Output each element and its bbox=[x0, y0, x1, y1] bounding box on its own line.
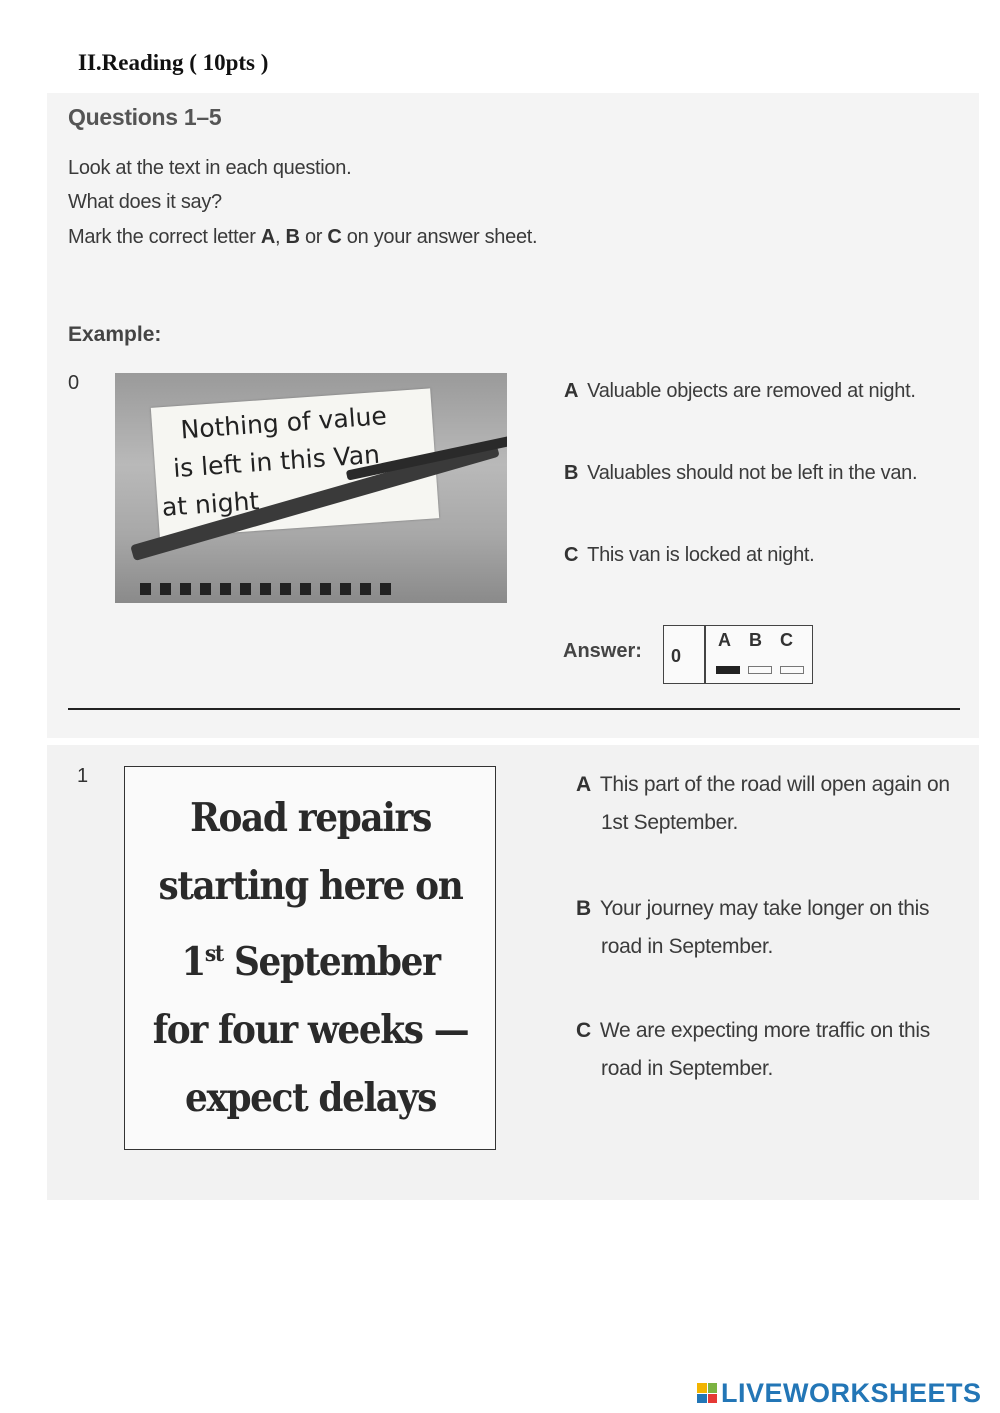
instruction-line-3: Mark the correct letter A, B or C on your answer sheet. bbox=[68, 226, 538, 248]
divider-rule bbox=[68, 708, 960, 710]
example-number: 0 bbox=[68, 372, 80, 394]
example-option-b[interactable]: B Valuables should not be left in the van. bbox=[564, 462, 918, 484]
example-photo bbox=[115, 373, 507, 603]
questions-heading: Questions 1–5 bbox=[68, 104, 222, 130]
logo-text: LIVEWORKSHEETS bbox=[721, 1377, 982, 1408]
answer-box bbox=[663, 625, 813, 684]
example-option-c[interactable]: C This van is locked at night. bbox=[564, 544, 815, 566]
answer-mark-a bbox=[716, 666, 740, 674]
instruction-line-2: What does it say? bbox=[68, 191, 222, 213]
vent-strip bbox=[140, 583, 400, 595]
answer-mark-b bbox=[748, 666, 772, 674]
answer-number: 0 bbox=[671, 646, 682, 666]
question-1-option-c[interactable]: C We are expecting more traffic on this road in September. bbox=[576, 1019, 930, 1080]
answer-mark-c bbox=[780, 666, 804, 674]
answer-letters: A B C bbox=[718, 630, 793, 650]
question-1-option-a[interactable]: A This part of the road will open again on 1st September. bbox=[576, 773, 950, 834]
section-title: II.Reading ( 10pts ) bbox=[78, 50, 269, 75]
example-option-a[interactable]: A Valuable objects are removed at night. bbox=[564, 380, 916, 402]
example-label: Example: bbox=[68, 323, 162, 346]
logo-icon bbox=[697, 1383, 717, 1403]
road-notice bbox=[124, 766, 496, 1150]
question-1-option-b[interactable]: B Your journey may take longer on this road in September. bbox=[576, 897, 930, 958]
instruction-line-1: Look at the text in each question. bbox=[68, 157, 352, 179]
sign-text: Nothing of value is left in this Van at night bbox=[160, 401, 388, 522]
answer-label: Answer: bbox=[563, 640, 642, 662]
question-1-number: 1 bbox=[77, 765, 89, 787]
answer-divider bbox=[704, 626, 706, 683]
notice-text: Road repairs starting here on 1st September for four weeks — expect delays bbox=[152, 795, 468, 1121]
liveworksheets-logo[interactable] bbox=[697, 1378, 982, 1408]
